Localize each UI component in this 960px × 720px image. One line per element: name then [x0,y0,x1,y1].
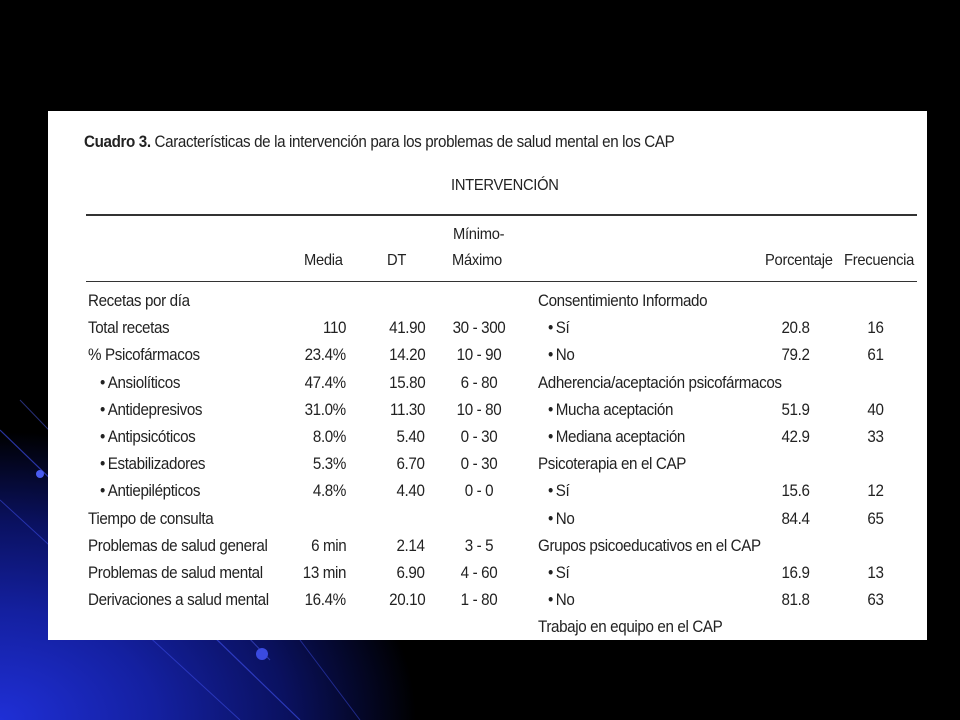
cell-min-max: 6 - 80 [460,373,498,392]
row-label: • Sí [548,563,569,583]
cell-dt: 6.70 [396,455,425,474]
row-label: • Sí [548,318,569,338]
cell-porcentaje: 16.9 [781,564,810,582]
cell-media: 4.8% [312,482,346,501]
cell-porcentaje: 81.8 [781,591,810,610]
row-label: • Mediana aceptación [548,427,685,447]
cell-dt: 20.10 [388,591,425,610]
row-label: Psicoterapia en el CAP [538,455,687,474]
caption-text: Características de la intervención para los problemas de salud mental en los CAP [150,133,675,151]
cell-porcentaje: 84.4 [781,509,810,528]
row-label: • Ansiolíticos [100,373,180,393]
header-porcentaje: Porcentaje [765,252,833,269]
cell-frecuencia: 61 [867,346,884,365]
header-media: Media [304,252,343,269]
header-dt: DT [387,252,407,269]
cell-dt: 11.30 [389,400,425,419]
cell-frecuencia: 33 [867,428,884,446]
cell-min-max: 0 - 0 [464,482,494,501]
cell-min-max: 10 - 80 [456,400,502,419]
row-label: Grupos psicoeducativos en el CAP [538,536,761,555]
header-frecuencia: Frecuencia [844,252,915,269]
row-label: • Antiepilépticos [100,481,200,501]
cell-media: 31.0% [304,400,346,419]
row-label: • No [548,509,574,529]
cell-min-max: 4 - 60 [460,564,498,582]
cell-media: 5.3% [312,455,346,474]
cell-frecuencia: 16 [867,319,884,338]
table-document [48,111,927,640]
cell-media: 16.4% [304,591,346,610]
cell-min-max: 0 - 30 [460,455,498,474]
row-label: • Estabilizadores [100,454,205,474]
cell-min-max: 30 - 300 [452,319,506,338]
cell-frecuencia: 40 [867,400,884,419]
row-label: Consentimiento Informado [538,292,708,310]
decor-dot [256,648,268,660]
header-rule [86,281,917,282]
cell-min-max: 1 - 80 [460,591,498,610]
decor-dot [36,470,44,478]
row-label: • Antipsicóticos [100,427,195,447]
row-label: • No [548,590,574,610]
cell-media: 47.4% [304,373,346,392]
row-label: • Antidepresivos [100,400,202,420]
row-label: Problemas de salud general [88,536,268,555]
cell-dt: 4.40 [396,482,425,501]
cell-porcentaje: 42.9 [781,428,810,446]
row-label: • Sí [548,481,569,501]
decor-line [300,640,360,720]
cell-frecuencia: 12 [867,482,884,501]
top-rule [86,214,917,216]
cell-dt: 2.14 [396,536,425,555]
cell-min-max: 3 - 5 [464,536,494,555]
cell-media: 6 min [310,536,346,555]
cell-min-max: 10 - 90 [456,346,502,365]
cell-media: 8.0% [312,428,346,446]
cell-media: 13 min [302,564,346,582]
cell-porcentaje: 79.2 [781,346,810,365]
cell-media: 110 [322,319,346,338]
row-label: Adherencia/aceptación psicofármacos [538,373,782,392]
cell-dt: 15.80 [388,373,425,392]
row-label: Trabajo en equipo en el CAP [538,618,723,637]
cell-dt: 41.90 [388,319,425,338]
cell-porcentaje: 15.6 [781,482,810,501]
cell-porcentaje: 20.8 [781,319,810,338]
cell-frecuencia: 65 [867,509,884,528]
row-label: Tiempo de consulta [88,509,214,528]
caption-label: Cuadro 3. [84,133,151,151]
row-label: Total recetas [88,319,170,338]
row-label: % Psicofármacos [88,346,200,365]
cell-dt: 14.20 [388,346,425,365]
cell-porcentaje: 51.9 [781,400,810,419]
cell-min-max: 0 - 30 [460,428,498,446]
row-label: Derivaciones a salud mental [88,591,269,610]
cell-frecuencia: 63 [867,591,884,610]
row-label: Problemas de salud mental [88,564,263,582]
cell-media: 23.4% [304,346,346,365]
cell-dt: 6.90 [396,564,425,582]
row-label: • No [548,345,574,365]
cell-frecuencia: 13 [867,564,884,582]
table-caption [84,133,674,152]
row-label: • Mucha aceptación [548,400,673,420]
header-max: Máximo [452,252,502,269]
header-min: Mínimo- [453,226,505,243]
row-label: Recetas por día [88,292,190,310]
section-heading: INTERVENCIÓN [451,177,559,194]
cell-dt: 5.40 [396,428,425,446]
